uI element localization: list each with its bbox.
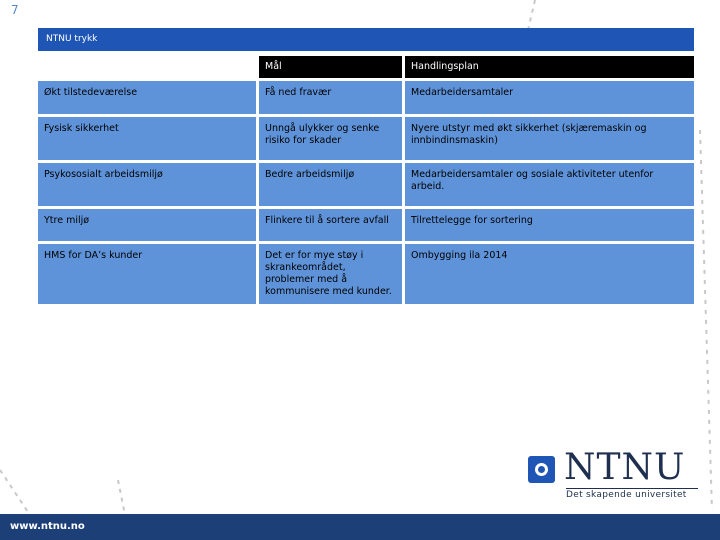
table-row (38, 209, 694, 241)
decorative-dashed-line-right (696, 130, 720, 510)
slide-number: 7 (11, 3, 19, 17)
ntnu-logo (528, 447, 698, 502)
table-cell-area: Fysisk sikkerhet (38, 117, 256, 160)
decorative-dashed-line-top (500, 0, 560, 30)
table-cell-goal: Det er for mye støy i skrankeområdet, problemer med å kommunisere med kunder. (256, 244, 402, 304)
table-cell-action: Medarbeidersamtaler og sosiale aktiviteter utenfor arbeid. (402, 163, 694, 206)
table-row (38, 244, 694, 304)
logo-name: NTNU (564, 447, 686, 488)
decorative-dashed-line-left (0, 440, 130, 515)
table-cell-action: Medarbeidersamtaler (402, 81, 694, 114)
table-row (38, 163, 694, 206)
table-cell-area: Økt tilstedeværelse (38, 81, 256, 114)
table-header-goal: Mål (256, 56, 402, 78)
header-bar (38, 28, 694, 51)
table-cell-area: Ytre miljø (38, 209, 256, 241)
table-row (38, 81, 694, 114)
table-cell-action: Tilrettelegge for sortering (402, 209, 694, 241)
table-header-row (38, 56, 694, 78)
table-cell-goal: Flinkere til å sortere avfall (256, 209, 402, 241)
action-plan-table (38, 53, 694, 307)
table-cell-goal: Bedre arbeidsmiljø (256, 163, 402, 206)
table-header-empty (38, 56, 256, 78)
ntnu-logo-mark-icon (528, 456, 555, 483)
table-row (38, 117, 694, 160)
table-cell-goal: Få ned fravær (256, 81, 402, 114)
table-cell-goal: Unngå ulykker og senke risiko for skader (256, 117, 402, 160)
table-cell-action: Ombygging ila 2014 (402, 244, 694, 304)
table-cell-area: HMS for DA’s kunder (38, 244, 256, 304)
footer-bar (0, 514, 720, 540)
table-cell-area: Psykososialt arbeidsmiljø (38, 163, 256, 206)
table-header-action-plan: Handlingsplan (402, 56, 694, 78)
footer-url: www.ntnu.no (10, 521, 85, 532)
logo-tagline: Det skapende universitet (566, 488, 698, 500)
header-title: NTNU trykk (46, 34, 98, 44)
table-cell-action: Nyere utstyr med økt sikkerhet (skjæremaskin og innbindinsmaskin) (402, 117, 694, 160)
